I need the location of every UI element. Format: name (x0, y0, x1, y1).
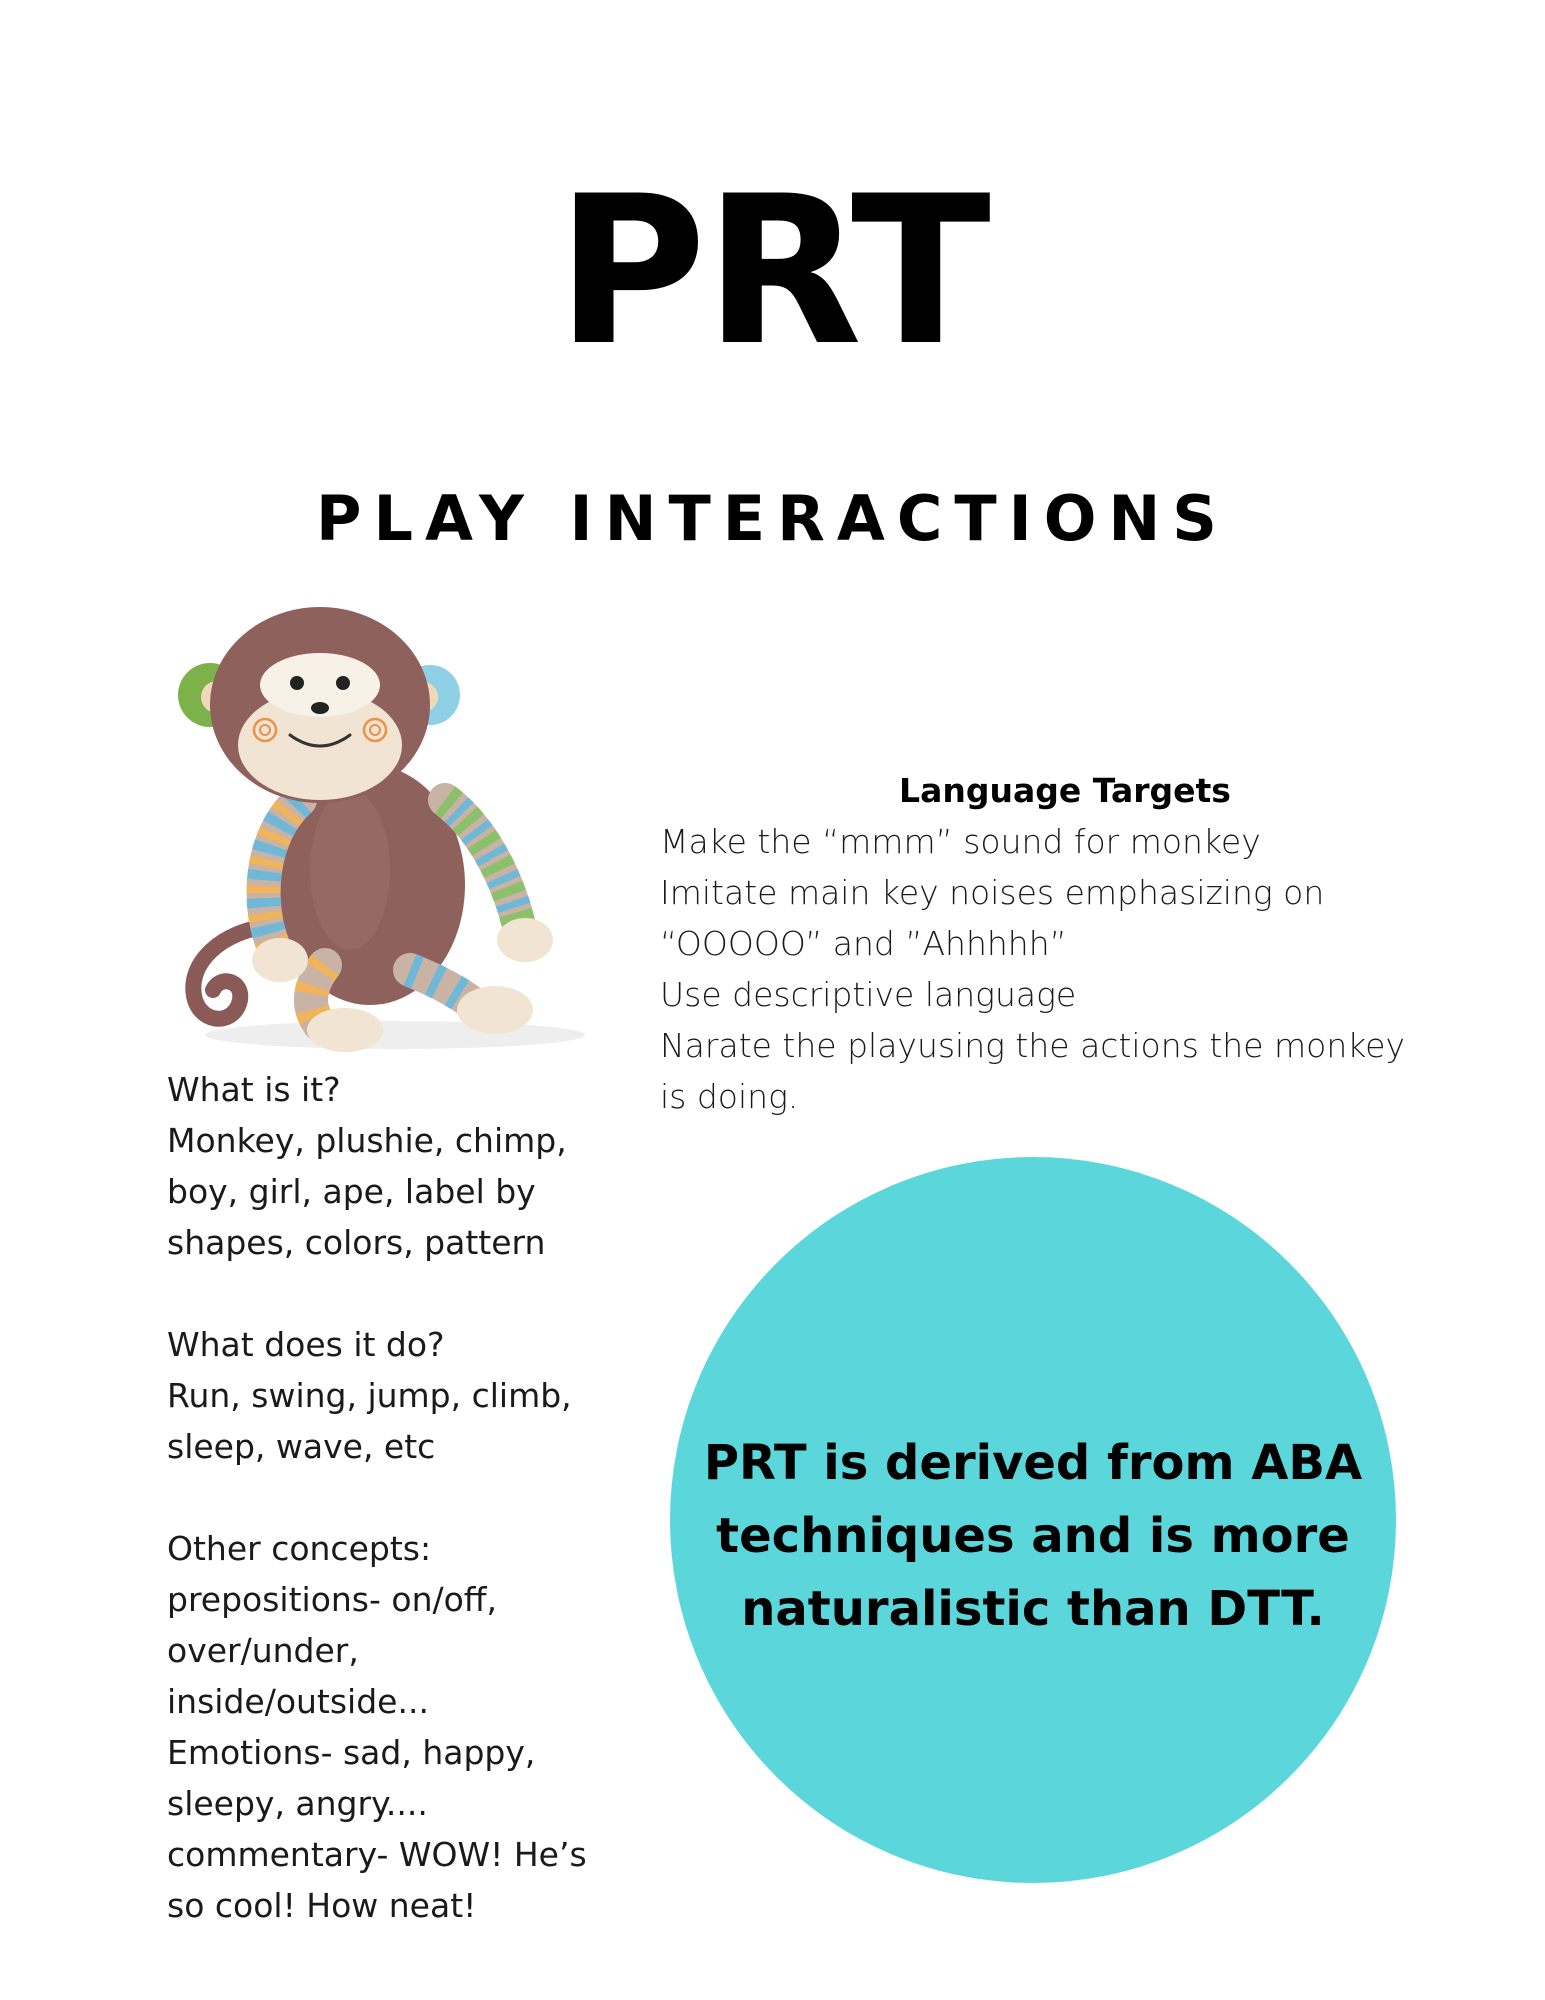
language-target-line: Imitate main key noises emphasizing on (660, 873, 1325, 912)
language-target-line: Use descriptive language (660, 975, 1077, 1014)
other-concepts-line: sleepy, angry.... (167, 1784, 428, 1823)
language-target-line: “OOOOO” and ”Ahhhhh” (660, 924, 1067, 963)
what-is-it-line: shapes, colors, pattern (167, 1223, 546, 1262)
other-concepts-line: prepositions- on/off, (167, 1580, 498, 1619)
callout-line: techniques and is more (716, 1508, 1350, 1564)
monkey-plush-icon (125, 585, 605, 1065)
language-target-line: Narate the playusing the actions the monkey (660, 1026, 1405, 1065)
language-targets-heading: Language Targets (899, 771, 1231, 810)
page-title: PRT (556, 153, 989, 391)
language-targets-section (660, 765, 1430, 1122)
language-target-line: Make the “mmm” sound for monkey (660, 822, 1261, 861)
callout-text (670, 1427, 1396, 1646)
other-concepts-line: so cool! How neat! (167, 1886, 477, 1925)
concepts-column (167, 1064, 607, 1931)
page-subtitle: PLAY INTERACTIONS (316, 482, 1229, 555)
what-is-it-line: Monkey, plushie, chimp, (167, 1121, 567, 1160)
what-is-it-question: What is it? (167, 1070, 341, 1109)
other-concepts-line: Emotions- sad, happy, (167, 1733, 536, 1772)
other-concepts-line: over/under, (167, 1631, 359, 1670)
what-does-it-do-question: What does it do? (167, 1325, 445, 1364)
other-concepts-heading: Other concepts: (167, 1529, 432, 1568)
callout-line: naturalistic than DTT. (741, 1581, 1325, 1637)
what-does-it-do-line: Run, swing, jump, climb, (167, 1376, 572, 1415)
other-concepts-line: commentary- WOW! He’s (167, 1835, 587, 1874)
callout-line: PRT is derived from ABA (703, 1435, 1363, 1491)
what-does-it-do-line: sleep, wave, etc (167, 1427, 436, 1466)
other-concepts-line: inside/outside... (167, 1682, 429, 1721)
what-is-it-line: boy, girl, ape, label by (167, 1172, 536, 1211)
language-target-line: is doing. (660, 1077, 799, 1116)
